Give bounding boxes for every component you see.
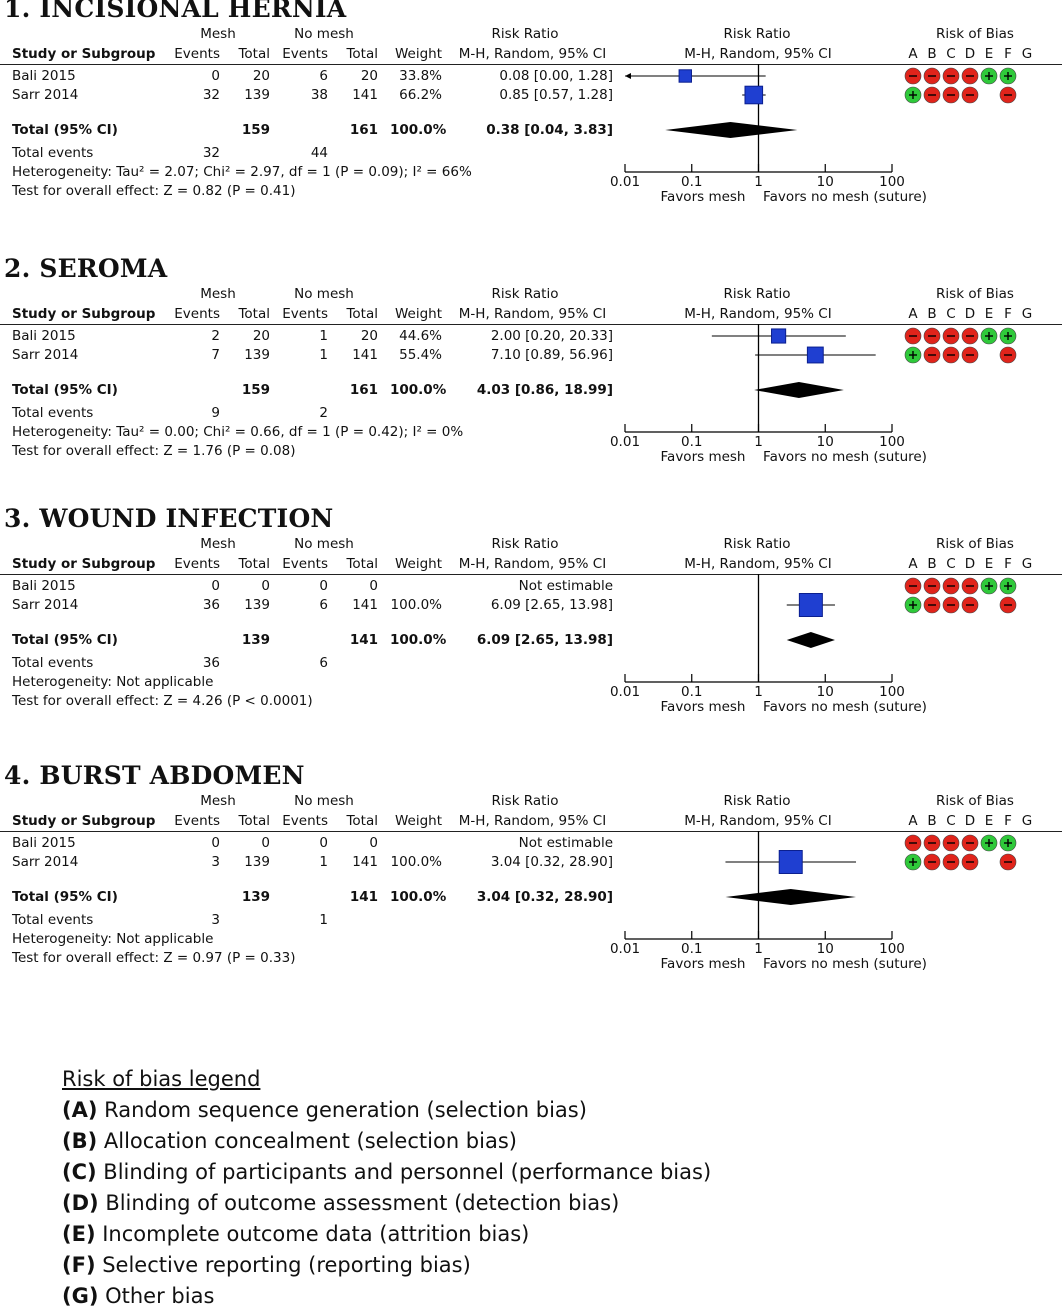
rob-letter-e: E	[984, 306, 994, 322]
study-events-mesh: 0	[211, 835, 220, 851]
plot-header: Risk Ratio	[723, 536, 791, 552]
rob-letter-d: D	[964, 306, 976, 322]
rob-letter-f: F	[1004, 813, 1012, 829]
legend-item-d: (D) Blinding of outcome assessment (detection bias)	[62, 1191, 620, 1215]
rob-header: Risk of Bias	[936, 286, 1014, 302]
total-n-nomesh: 141	[349, 889, 378, 905]
group2-header: No mesh	[294, 286, 354, 302]
study-total-mesh: 139	[244, 597, 270, 613]
total-ci: 4.03 [0.86, 18.99]	[476, 382, 613, 398]
study-name: Bali 2015	[12, 68, 76, 84]
study-total-mesh: 0	[261, 578, 270, 594]
study-square	[807, 347, 823, 363]
study-events-mesh: 32	[202, 87, 220, 103]
total-weight: 100.0%	[390, 632, 447, 648]
rob-letter-e: E	[984, 813, 994, 829]
events2-header: Events	[282, 556, 328, 572]
study-ci: 0.08 [0.00, 1.28]	[499, 68, 613, 84]
favors-left: Favors mesh	[660, 699, 746, 715]
total-weight: 100.0%	[390, 122, 447, 138]
overall-effect: Test for overall effect: Z = 0.97 (P = 0.33)	[12, 950, 296, 966]
events1-header: Events	[174, 556, 220, 572]
events2-header: Events	[282, 813, 328, 829]
study-name: Sarr 2014	[12, 347, 79, 363]
panel-title: 1. INCISIONAL HERNIA	[4, 0, 347, 23]
axis-tick-label: 0.1	[681, 174, 703, 190]
total-events-label: Total events	[12, 912, 94, 928]
weight-header: Weight	[394, 813, 442, 829]
total2-header: Total	[346, 46, 378, 62]
study-total-nomesh: 141	[352, 87, 378, 103]
study-total-mesh: 20	[252, 68, 270, 84]
events1-header: Events	[174, 306, 220, 322]
plot-method-header: M-H, Random, 95% CI	[684, 306, 832, 322]
panel-title: 3. WOUND INFECTION	[4, 504, 334, 533]
total-weight: 100.0%	[390, 889, 447, 905]
study-events-nomesh: 38	[310, 87, 328, 103]
group2-header: No mesh	[294, 26, 354, 42]
rob-letter-f: F	[1004, 46, 1012, 62]
total-n-mesh: 139	[241, 889, 270, 905]
total-events-nomesh: 44	[310, 145, 328, 161]
total-events-label: Total events	[12, 405, 94, 421]
study-name: Bali 2015	[12, 578, 76, 594]
favors-right: Favors no mesh (suture)	[763, 956, 927, 972]
study-events-mesh: 36	[202, 597, 220, 613]
total-events-mesh: 3	[211, 912, 220, 928]
rr-method-header: M-H, Random, 95% CI	[458, 556, 607, 572]
total2-header: Total	[346, 306, 378, 322]
rob-letter-c: C	[946, 46, 956, 62]
group1-header: Mesh	[200, 26, 236, 42]
study-events-nomesh: 1	[319, 854, 328, 870]
rob-letter-a: A	[908, 306, 918, 322]
rr-header: Risk Ratio	[491, 26, 559, 42]
axis-tick-label: 100	[879, 941, 905, 957]
study-events-mesh: 0	[211, 578, 220, 594]
rr-method-header: M-H, Random, 95% CI	[458, 306, 607, 322]
study-total-mesh: 139	[244, 87, 270, 103]
study-events-nomesh: 6	[319, 597, 328, 613]
study-square	[799, 594, 822, 617]
study-events-nomesh: 1	[319, 347, 328, 363]
study-square	[779, 851, 802, 874]
axis-tick-label: 10	[816, 434, 834, 450]
total-events-nomesh: 2	[319, 405, 328, 421]
plot-header: Risk Ratio	[723, 286, 791, 302]
rob-letter-c: C	[946, 556, 956, 572]
study-name: Sarr 2014	[12, 597, 79, 613]
overall-effect: Test for overall effect: Z = 4.26 (P < 0.0001)	[12, 693, 313, 709]
study-header: Study or Subgroup	[12, 306, 156, 322]
rob-letter-d: D	[964, 46, 976, 62]
overall-effect: Test for overall effect: Z = 0.82 (P = 0.41)	[12, 183, 296, 199]
plot-method-header: M-H, Random, 95% CI	[684, 46, 832, 62]
study-square	[745, 86, 763, 104]
total1-header: Total	[238, 306, 270, 322]
rob-letter-g: G	[1021, 306, 1033, 322]
total-n-mesh: 139	[241, 632, 270, 648]
study-ci: Not estimable	[518, 835, 613, 851]
favors-left: Favors mesh	[660, 189, 746, 205]
total-events-nomesh: 6	[319, 655, 328, 671]
total1-header: Total	[238, 556, 270, 572]
study-header: Study or Subgroup	[12, 813, 156, 829]
study-weight: 44.6%	[399, 328, 442, 344]
axis-tick-label: 10	[816, 174, 834, 190]
total1-header: Total	[238, 813, 270, 829]
study-events-nomesh: 0	[319, 835, 328, 851]
rob-letter-b: B	[927, 813, 937, 829]
study-total-mesh: 0	[261, 835, 270, 851]
weight-header: Weight	[394, 306, 442, 322]
total-n-nomesh: 141	[349, 632, 378, 648]
total-events-mesh: 9	[211, 405, 220, 421]
rr-method-header: M-H, Random, 95% CI	[458, 813, 607, 829]
total-label: Total (95% CI)	[12, 122, 118, 138]
total-events-nomesh: 1	[319, 912, 328, 928]
legend-item-a: (A) Random sequence generation (selection bias)	[62, 1098, 587, 1122]
study-weight: 100.0%	[390, 597, 442, 613]
plot-method-header: M-H, Random, 95% CI	[684, 813, 832, 829]
rob-letter-a: A	[908, 46, 918, 62]
rob-letter-b: B	[927, 306, 937, 322]
study-events-nomesh: 0	[319, 578, 328, 594]
rob-letter-e: E	[984, 556, 994, 572]
rr-method-header: M-H, Random, 95% CI	[458, 46, 607, 62]
axis-tick-label: 0.1	[681, 941, 703, 957]
axis-tick-label: 1	[754, 941, 763, 957]
pooled-diamond	[725, 889, 856, 905]
forest-plot-panel	[0, 761, 1062, 1007]
plot-header: Risk Ratio	[723, 793, 791, 809]
study-total-nomesh: 20	[360, 68, 378, 84]
forest-plot-panel	[0, 504, 1062, 750]
legend-title: Risk of bias legend	[62, 1067, 261, 1091]
axis-tick-label: 100	[879, 174, 905, 190]
axis-tick-label: 0.01	[609, 174, 641, 190]
forest-plot-panel	[0, 0, 1062, 240]
rob-letter-b: B	[927, 556, 937, 572]
legend-item-g: (G) Other bias	[62, 1284, 215, 1308]
study-ci: 3.04 [0.32, 28.90]	[490, 854, 613, 870]
legend-item-b: (B) Allocation concealment (selection bias)	[62, 1129, 517, 1153]
rob-header: Risk of Bias	[936, 536, 1014, 552]
ci-arrow	[625, 73, 631, 79]
study-ci: Not estimable	[518, 578, 613, 594]
study-name: Sarr 2014	[12, 854, 79, 870]
total-label: Total (95% CI)	[12, 889, 118, 905]
study-weight: 55.4%	[399, 347, 442, 363]
rob-header: Risk of Bias	[936, 793, 1014, 809]
total-label: Total (95% CI)	[12, 632, 118, 648]
study-ci: 2.00 [0.20, 20.33]	[490, 328, 613, 344]
rob-letter-g: G	[1021, 813, 1033, 829]
total-events-label: Total events	[12, 655, 94, 671]
rob-letter-g: G	[1021, 556, 1033, 572]
forest-plot-svg	[0, 767, 1062, 1007]
heterogeneity: Heterogeneity: Tau² = 2.07; Chi² = 2.97, df = 1 (P = 0.09); I² = 66%	[12, 164, 472, 180]
study-total-nomesh: 141	[352, 347, 378, 363]
axis-tick-label: 0.01	[609, 684, 641, 700]
total-ci: 3.04 [0.32, 28.90]	[476, 889, 613, 905]
favors-right: Favors no mesh (suture)	[763, 189, 927, 205]
total-events-label: Total events	[12, 145, 94, 161]
plot-header: Risk Ratio	[723, 26, 791, 42]
study-name: Bali 2015	[12, 835, 76, 851]
total-ci: 6.09 [2.65, 13.98]	[476, 632, 613, 648]
forest-plot-svg	[0, 0, 1062, 240]
study-ci: 0.85 [0.57, 1.28]	[499, 87, 613, 103]
legend-item-f: (F) Selective reporting (reporting bias)	[62, 1253, 471, 1277]
total-ci: 0.38 [0.04, 3.83]	[486, 122, 613, 138]
study-events-nomesh: 6	[319, 68, 328, 84]
study-total-nomesh: 0	[369, 835, 378, 851]
weight-header: Weight	[394, 556, 442, 572]
study-name: Sarr 2014	[12, 87, 79, 103]
study-square	[679, 70, 691, 82]
legend-item-c: (C) Blinding of participants and personnel (performance bias)	[62, 1160, 712, 1184]
favors-left: Favors mesh	[660, 449, 746, 465]
pooled-diamond	[665, 122, 797, 138]
axis-tick-label: 1	[754, 174, 763, 190]
weight-header: Weight	[394, 46, 442, 62]
events2-header: Events	[282, 306, 328, 322]
study-events-mesh: 7	[211, 347, 220, 363]
heterogeneity: Heterogeneity: Not applicable	[12, 674, 214, 690]
total-events-mesh: 36	[202, 655, 220, 671]
study-total-mesh: 20	[252, 328, 270, 344]
group1-header: Mesh	[200, 793, 236, 809]
rob-letter-g: G	[1021, 46, 1033, 62]
favors-left: Favors mesh	[660, 956, 746, 972]
panel-title: 2. SEROMA	[4, 254, 168, 283]
study-total-nomesh: 0	[369, 578, 378, 594]
rob-letter-c: C	[946, 306, 956, 322]
axis-tick-label: 1	[754, 684, 763, 700]
group1-header: Mesh	[200, 286, 236, 302]
overall-effect: Test for overall effect: Z = 1.76 (P = 0.08)	[12, 443, 296, 459]
study-total-mesh: 139	[244, 854, 270, 870]
events1-header: Events	[174, 46, 220, 62]
study-events-mesh: 3	[211, 854, 220, 870]
total-weight: 100.0%	[390, 382, 447, 398]
events1-header: Events	[174, 813, 220, 829]
study-ci: 6.09 [2.65, 13.98]	[490, 597, 613, 613]
axis-tick-label: 0.01	[609, 941, 641, 957]
axis-tick-label: 0.01	[609, 434, 641, 450]
rob-letter-a: A	[908, 813, 918, 829]
heterogeneity: Heterogeneity: Not applicable	[12, 931, 214, 947]
events2-header: Events	[282, 46, 328, 62]
axis-tick-label: 100	[879, 434, 905, 450]
study-square	[772, 329, 786, 343]
total2-header: Total	[346, 813, 378, 829]
risk-of-bias-legend	[62, 1064, 711, 1312]
group1-header: Mesh	[200, 536, 236, 552]
total-n-mesh: 159	[241, 382, 270, 398]
axis-tick-label: 0.1	[681, 684, 703, 700]
rob-letter-c: C	[946, 813, 956, 829]
panel-title: 4. BURST ABDOMEN	[4, 761, 305, 790]
heterogeneity: Heterogeneity: Tau² = 0.00; Chi² = 0.66, df = 1 (P = 0.42); I² = 0%	[12, 424, 464, 440]
axis-tick-label: 10	[816, 941, 834, 957]
total-events-mesh: 32	[202, 145, 220, 161]
rob-letter-d: D	[964, 556, 976, 572]
study-header: Study or Subgroup	[12, 556, 156, 572]
forest-plot-svg	[0, 510, 1062, 750]
rob-letter-b: B	[927, 46, 937, 62]
study-weight: 66.2%	[399, 87, 442, 103]
axis-tick-label: 10	[816, 684, 834, 700]
study-weight: 33.8%	[399, 68, 442, 84]
rob-header: Risk of Bias	[936, 26, 1014, 42]
total-label: Total (95% CI)	[12, 382, 118, 398]
forest-plot-panel	[0, 254, 1062, 500]
pooled-diamond	[787, 632, 835, 648]
study-events-nomesh: 1	[319, 328, 328, 344]
study-total-mesh: 139	[244, 347, 270, 363]
axis-tick-label: 100	[879, 684, 905, 700]
rr-header: Risk Ratio	[491, 793, 559, 809]
forest-plot-svg	[0, 260, 1062, 500]
study-header: Study or Subgroup	[12, 46, 156, 62]
study-ci: 7.10 [0.89, 56.96]	[490, 347, 613, 363]
study-events-mesh: 0	[211, 68, 220, 84]
plot-method-header: M-H, Random, 95% CI	[684, 556, 832, 572]
study-total-nomesh: 20	[360, 328, 378, 344]
favors-right: Favors no mesh (suture)	[763, 449, 927, 465]
rob-letter-e: E	[984, 46, 994, 62]
rob-letter-a: A	[908, 556, 918, 572]
rr-header: Risk Ratio	[491, 286, 559, 302]
rob-letter-f: F	[1004, 556, 1012, 572]
rr-header: Risk Ratio	[491, 536, 559, 552]
total-n-nomesh: 161	[349, 382, 378, 398]
study-weight: 100.0%	[390, 854, 442, 870]
rob-letter-d: D	[964, 813, 976, 829]
group2-header: No mesh	[294, 793, 354, 809]
group2-header: No mesh	[294, 536, 354, 552]
study-name: Bali 2015	[12, 328, 76, 344]
legend-item-e: (E) Incomplete outcome data (attrition bias)	[62, 1222, 530, 1246]
total-n-nomesh: 161	[349, 122, 378, 138]
study-total-nomesh: 141	[352, 597, 378, 613]
total1-header: Total	[238, 46, 270, 62]
axis-tick-label: 1	[754, 434, 763, 450]
axis-tick-label: 0.1	[681, 434, 703, 450]
study-events-mesh: 2	[211, 328, 220, 344]
total2-header: Total	[346, 556, 378, 572]
study-total-nomesh: 141	[352, 854, 378, 870]
pooled-diamond	[754, 382, 844, 398]
total-n-mesh: 159	[241, 122, 270, 138]
favors-right: Favors no mesh (suture)	[763, 699, 927, 715]
rob-letter-f: F	[1004, 306, 1012, 322]
